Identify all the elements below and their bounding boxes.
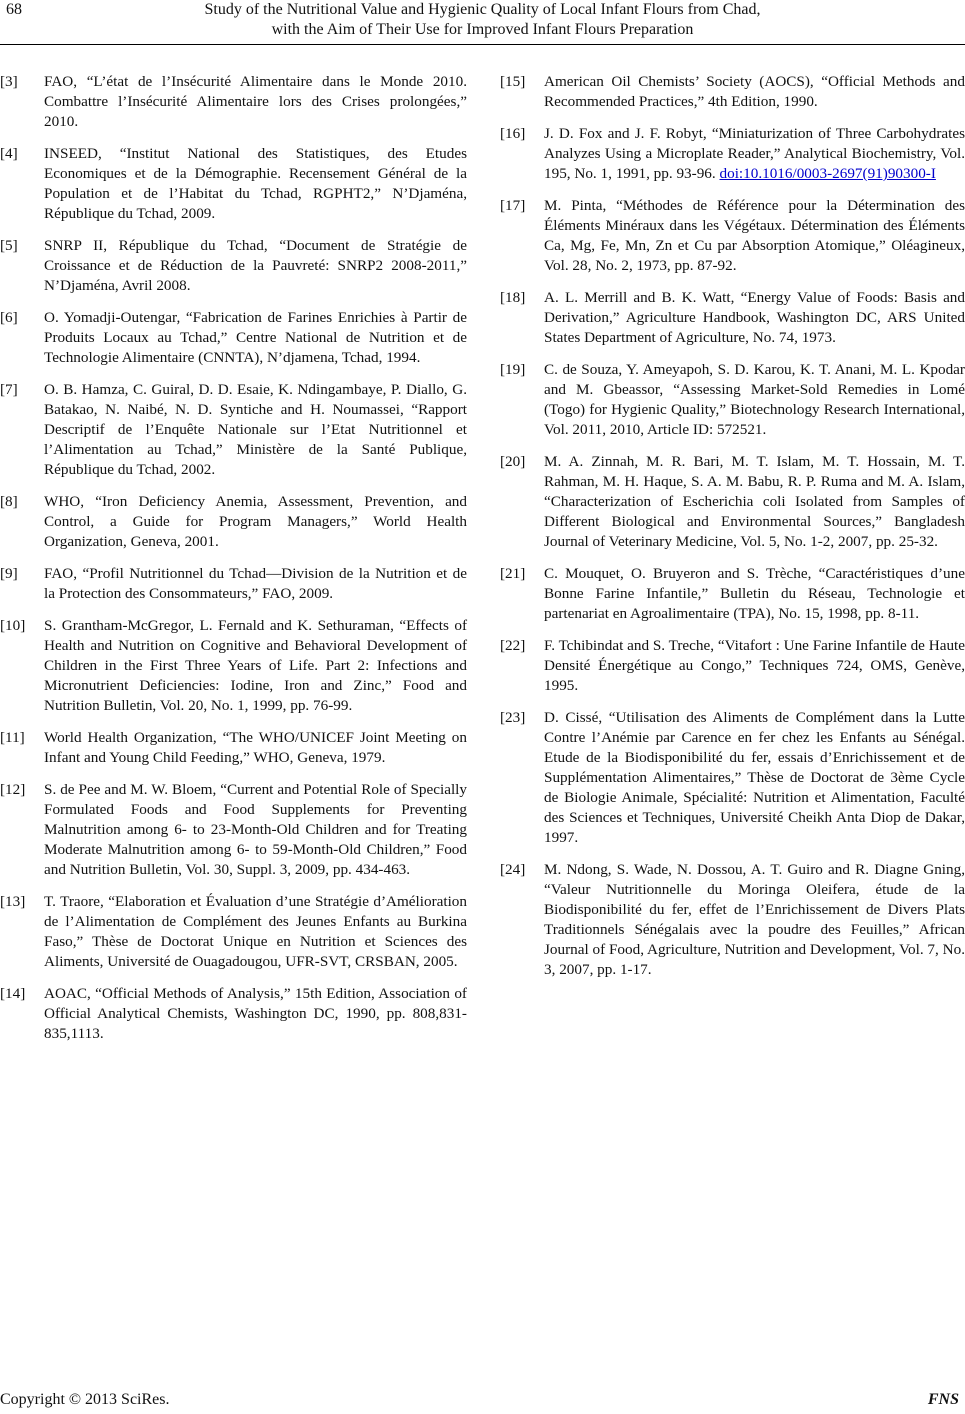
reference-number: [22]	[500, 637, 526, 654]
reference-item	[0, 380, 467, 480]
reference-text-block	[44, 308, 467, 368]
reference-item	[0, 892, 467, 972]
reference-text: D. Cissé, “Utilisation des Aliments de Complément dans la Lutte Contre l’Anémie par Carence en fer chez les Enfants au Sénégal. Etude de la Biodisponibilité du fer, essais d’Enrichissement et de Supplémentation Alimentaires,” Thèse de Doctorat de 3ème Cycle de Biologie Animale, Spécialité: Nutrition et Alimentation, Faculté des Sciences et Techniques, Université Cheikh Anta Diop de Dakar, 1997.	[544, 709, 965, 846]
reference-item	[500, 564, 965, 624]
reference-text-block	[544, 860, 965, 980]
reference-text-block	[44, 564, 467, 604]
reference-text: A. L. Merrill and B. K. Watt, “Energy Value of Foods: Basis and Derivation,” Agriculture Handbook, Washington DC, ARS United States Department of Agriculture, No. 74, 1973.	[544, 289, 965, 346]
reference-item	[0, 984, 467, 1044]
running-title-line-2: with the Aim of Their Use for Improved Infant Flours Preparation	[271, 21, 694, 38]
reference-text-block	[544, 124, 965, 184]
page-number: 68	[6, 1, 22, 18]
reference-text-block	[544, 196, 965, 276]
reference-item	[500, 360, 965, 440]
reference-text-block	[44, 236, 467, 296]
reference-text: WHO, “Iron Deficiency Anemia, Assessment, Prevention, and Control, a Guide for Program Managers,” World Health Organization, Geneva, 2001.	[44, 493, 467, 550]
reference-item	[0, 564, 467, 604]
reference-text: S. de Pee and M. W. Bloem, “Current and Potential Role of Specially Formulated Foods and Food Supplements for Preventing Malnutrition among 6- to 23-Month-Old Children and for Treating Moderate Malnutrition among 6- to 59-Month-Old Children,” Food and Nutrition Bulletin, Vol. 30, Suppl. 3, 2009, pp. 434-463.	[44, 781, 467, 878]
reference-text-block	[544, 288, 965, 348]
reference-text: M. Pinta, “Méthodes de Référence pour la Détermination des Éléments Minéraux dans les Végétaux. Détermination des Éléments Ca, Mg, Fe, Mn, Zn et Cu par Absorption Atomique,” Oléagineux, Vol. 28, No. 2, 1973, pp. 87-92.	[544, 197, 965, 274]
reference-text-block	[44, 72, 467, 132]
reference-text-block	[44, 144, 467, 224]
reference-item	[500, 708, 965, 848]
reference-number: [9]	[0, 565, 18, 582]
reference-item	[0, 308, 467, 368]
reference-number: [23]	[500, 709, 526, 726]
reference-item	[0, 144, 467, 224]
reference-text-block	[44, 780, 467, 880]
reference-number: [14]	[0, 985, 26, 1002]
reference-text-block	[544, 72, 965, 112]
reference-number: [7]	[0, 381, 18, 398]
reference-item	[0, 72, 467, 132]
reference-text: FAO, “L’état de l’Insécurité Alimentaire dans le Monde 2010. Combattre l’Insécurité Alimentaire lors des Crises prolongées,” 2010.	[44, 73, 467, 130]
reference-text: F. Tchibindat and S. Treche, “Vitafort : Une Farine Infantile de Haute Densité Énergétique au Congo,” Techniques 724, OMS, Genève, 1995.	[544, 637, 965, 694]
reference-number: [17]	[500, 197, 526, 214]
reference-number: [6]	[0, 309, 18, 326]
reference-text: INSEED, “Institut National des Statistiques, des Etudes Economiques et de la Démographie. Recensement Général de la Population et de l’Habitat du Tchad, RGPHT2,” N’Djaména, République du Tchad, 2009.	[44, 145, 467, 222]
reference-item	[500, 288, 965, 348]
reference-text: S. Grantham-McGregor, L. Fernald and K. Sethuraman, “Effects of Health and Nutrition on Cognitive and Behavioral Development of Children in the First Three Years of Life. Part 2: Infections and Micronutrient Deficiencies: Iodine, Iron and Zinc,” Food and Nutrition Bulletin, Vol. 20, No. 1, 1999, pp. 76-99.	[44, 617, 467, 714]
reference-number: [4]	[0, 145, 18, 162]
reference-text: AOAC, “Official Methods of Analysis,” 15th Edition, Association of Official Analytical Chemists, Washington DC, 1990, pp. 808,831-835,1113.	[44, 985, 467, 1042]
reference-text-block	[544, 452, 965, 552]
reference-text-block	[544, 360, 965, 440]
references-left-column	[0, 72, 467, 1056]
footer-journal: FNS	[927, 1391, 959, 1408]
reference-number: [5]	[0, 237, 18, 254]
reference-text: FAO, “Profil Nutritionnel du Tchad—Division de la Nutrition et de la Protection des Consommateurs,” FAO, 2009.	[44, 565, 467, 602]
running-title	[60, 0, 905, 40]
reference-text-block	[44, 984, 467, 1044]
reference-item	[500, 860, 965, 980]
reference-text: World Health Organization, “The WHO/UNICEF Joint Meeting on Infant and Young Child Feeding,” WHO, Geneva, 1979.	[44, 729, 467, 766]
reference-text: M. Ndong, S. Wade, N. Dossou, A. T. Guiro and R. Diagne Gning, “Valeur Nutritionnelle du Moringa Oleifera, étude de la Biodisponibilité du fer, effet de l’Enrichissement de Divers Plats Traditionnels Sénégalais avec la poudre des Feuilles,” African Journal of Food, Agriculture, Nutrition and Development, Vol. 7, No. 3, 2007, pp. 1-17.	[544, 861, 965, 978]
reference-number: [20]	[500, 453, 526, 470]
reference-text: C. de Souza, Y. Ameyapoh, S. D. Karou, K. T. Anani, M. L. Kpodar and M. Gbeassor, “Assessing Market-Sold Remedies in Lomé (Togo) for Hygienic Quality,” Biotechnology Research International, Vol. 2011, 2010, Article ID: 572521.	[544, 361, 965, 438]
reference-text-block	[44, 380, 467, 480]
reference-text: O. Yomadji-Outengar, “Fabrication de Farines Enrichies à Partir de Produits Locaux au Tchad,” Centre National de Nutrition et de Technologie Alimentaire (CNNTA), N’djamena, Tchad, 1994.	[44, 309, 467, 366]
reference-number: [15]	[500, 73, 526, 90]
reference-text-block	[44, 616, 467, 716]
reference-number: [10]	[0, 617, 26, 634]
reference-number: [3]	[0, 73, 18, 90]
reference-text: C. Mouquet, O. Bruyeron and S. Trèche, “Caractéristiques d’une Bonne Farine Infantile,” Bulletin du Réseau, Technologie et partenariat en Agroalimentaire (TPA), No. 15, 1998, pp. 8-11.	[544, 565, 965, 622]
reference-number: [11]	[0, 729, 25, 746]
running-title-line-1: Study of the Nutritional Value and Hygienic Quality of Local Infant Flours from Chad,	[204, 1, 761, 18]
reference-text-block	[544, 636, 965, 696]
references-right-column	[500, 72, 965, 992]
reference-item	[0, 236, 467, 296]
header-rule	[0, 44, 965, 45]
reference-text-block	[544, 564, 965, 624]
reference-number: [21]	[500, 565, 526, 582]
reference-text: J. D. Fox and J. F. Robyt, “Miniaturization of Three Carbohydrates Analyzes Using a Microplate Reader,” Analytical Biochemistry, Vol. 195, No. 1, 1991, pp. 93-96.	[544, 125, 965, 182]
reference-text-block	[44, 492, 467, 552]
reference-item	[500, 452, 965, 552]
reference-item	[500, 72, 965, 112]
reference-number: [18]	[500, 289, 526, 306]
reference-number: [19]	[500, 361, 526, 378]
reference-number: [13]	[0, 893, 26, 910]
reference-item	[500, 196, 965, 276]
footer-copyright: Copyright © 2013 SciRes.	[0, 1391, 170, 1408]
reference-text: O. B. Hamza, C. Guiral, D. D. Esaie, K. Ndingambaye, P. Diallo, G. Batakao, N. Naibé, N. D. Syntiche and H. Noumassei, “Rapport Descriptif de l’Enquête Nationale sur l’Etat Nutritionnel et l’Alimentation au Tchad,” Ministère de la Santé Publique, République du Tchad, 2002.	[44, 381, 467, 478]
reference-text: SNRP II, République du Tchad, “Document de Stratégie de Croissance et de Réduction de la Pauvreté: SNRP2 2008-2011,” N’Djaména, Avril 2008.	[44, 237, 467, 294]
reference-number: [16]	[500, 125, 526, 142]
reference-text: American Oil Chemists’ Society (AOCS), “Official Methods and Recommended Practices,” 4th Edition, 1990.	[544, 73, 965, 110]
reference-text: T. Traore, “Elaboration et Évaluation d’une Stratégie d’Amélioration de l’Alimentation de Complément des Jeunes Enfants au Burkina Faso,” Thèse de Doctorat Unique en Nutrition et Sciences des Aliments, Université de Ouagadougou, UFR-SVT, CRSBAN, 2005.	[44, 893, 467, 970]
reference-item	[0, 616, 467, 716]
reference-text-block	[44, 728, 467, 768]
reference-item	[0, 780, 467, 880]
reference-item	[500, 636, 965, 696]
reference-item	[0, 728, 467, 768]
reference-number: [8]	[0, 493, 18, 510]
reference-item	[500, 124, 965, 184]
reference-text: M. A. Zinnah, M. R. Bari, M. T. Islam, M. T. Hossain, M. T. Rahman, M. H. Haque, S. A. M. Babu, R. P. Ruma and M. A. Islam, “Characterization of Escherichia coli Isolated from Samples of Different Biological and Environmental Sources,” Bangladesh Journal of Veterinary Medicine, Vol. 5, No. 1-2, 2007, pp. 25-32.	[544, 453, 965, 550]
doi-link[interactable]: doi:10.1016/0003-2697(91)90300-I	[719, 165, 936, 182]
reference-text-block	[44, 892, 467, 972]
reference-number: [12]	[0, 781, 26, 798]
reference-item	[0, 492, 467, 552]
reference-number: [24]	[500, 861, 526, 878]
reference-text-block	[544, 708, 965, 848]
